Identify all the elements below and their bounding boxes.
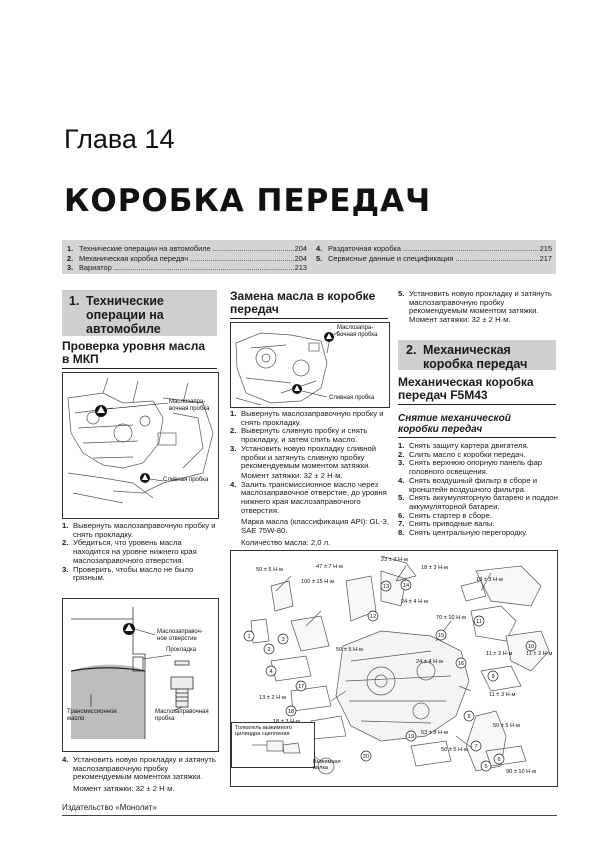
part-number-marker [494, 754, 504, 764]
divider [62, 368, 217, 369]
torque-label: 50 ± 5 Н·м [441, 747, 468, 753]
list-item: 3. Снять верхнюю опорную панель фар головного освещения. [398, 458, 543, 477]
label-filler-plug: Маслозапра- вочная пробка [169, 399, 210, 412]
part-number: 6 [497, 757, 501, 763]
part-number-marker [278, 634, 288, 644]
clutch-inset-sketch [232, 723, 314, 767]
list-item: 2. Слить масло с коробки передач. [398, 449, 526, 459]
figure-transmission-exploded [230, 550, 558, 787]
part-number-marker [244, 631, 254, 641]
label-drain-plug-2: Сливная пробка [329, 395, 375, 401]
label-transmission-oil: Трансмиссионное масло [67, 709, 117, 722]
list-item: 3. Установить новую прокладку сливной пробки и затянуть сливную пробку рекомендуемым моментом затяжки. [230, 443, 377, 471]
part-number: 4 [269, 669, 273, 675]
divider [398, 437, 556, 438]
label-filler-hole: Маслозаправоч- ное отверстие [157, 629, 203, 642]
part-number-marker [488, 671, 498, 681]
section-1-title: Технические [86, 294, 164, 308]
steps-removal-list [398, 442, 558, 538]
part-number: 17 [297, 684, 305, 690]
part-number: 20 [362, 754, 370, 760]
torque-label: 13 ± 2 Н·м [259, 695, 286, 701]
footer-rule [62, 815, 557, 816]
publisher: Издательство «Монолит» [62, 803, 157, 812]
part-number: 5 [484, 764, 488, 770]
torque-label: 50 ± 5 Н·м [493, 723, 520, 729]
list-item: 2. Убедиться, что уровень масла находится на уровне нижнего края маслозаправочного отверстия. [62, 538, 197, 565]
step-5-right: 5. Установить новую прокладку и затянуть маслозаправочную пробку рекомендуемым моментом затяжки. Момент затяжки: 32 ± 2 Н·м. [398, 290, 558, 325]
chapter-label: Глава 14 [64, 124, 175, 154]
section-1-box: 1. Технические операции на автомобиле [62, 290, 217, 336]
part-number: 7 [474, 744, 478, 750]
torque-note: Момент затяжки: 32 ± 2 Н·м. [409, 315, 511, 325]
divider [398, 404, 556, 405]
toc-item[interactable]: 2. Механическая коробка передач ..... 204 [67, 254, 307, 264]
part-number-marker [381, 581, 391, 591]
toc-item[interactable]: 4. Раздаточная коробка ..... 215 [316, 244, 552, 254]
torque-label: 18 ± 3 Н·м [421, 565, 448, 571]
torque-label: 50 ± 5 Н·м [256, 567, 283, 573]
steps-check-list [62, 522, 220, 583]
oil-brand-note: Марка масла (классификация API): GL-3, SAE 75W-80. [241, 517, 389, 536]
list-item: 4. Снять воздушный фильтр в сборе и кронштейн воздушного фильтра. [398, 475, 538, 494]
transmission-sketch-1 [63, 373, 218, 518]
label-filler-plug-3: Маслозапра- вочная пробка [337, 325, 378, 338]
list-item: 8. Снять центральную перегородку. [398, 528, 528, 538]
page-title: КОРОБКА ПЕРЕДАЧ [64, 183, 432, 219]
torque-label: 18 ± 3 Н·м [476, 577, 503, 583]
toc-item[interactable]: 3. Вариатор ..... 213 [67, 263, 307, 273]
label-clutch-pusher: Толкатель выжимного цилиндра сцепления [235, 725, 292, 738]
divider [230, 318, 388, 319]
list-item: 6. Снять стартер в сборе. [398, 510, 492, 520]
oil-level-sketch [63, 599, 218, 751]
part-number-marker [526, 641, 536, 651]
list-item: 1. Вывернуть маслозаправочную пробку и снять прокладку. [230, 409, 384, 427]
subsection-check-oil: Проверка уровня масла в МКП [62, 339, 206, 366]
torque-label: 47 ± 7 Н·м [316, 564, 343, 570]
torque-note: Момент затяжки: 32 ± 2 Н·м. [73, 784, 175, 794]
label-release-fork: Выжимная вилка [313, 759, 341, 772]
torque-label: 24 ± 4 Н·м [416, 659, 443, 665]
part-number: 1 [247, 634, 251, 640]
steps-change-list [230, 410, 390, 548]
part-number-marker [471, 741, 481, 751]
part-number: 2 [267, 647, 271, 653]
torque-note: Момент затяжки: 32 ± 2 Н·м. [241, 470, 343, 480]
label-gasket: Прокладка [166, 647, 197, 653]
part-number-marker [406, 731, 416, 741]
list-item: 5. Снять аккумуляторную батарею и поддон аккумуляторной батареи. [398, 493, 558, 511]
part-number: 11 [476, 619, 482, 625]
subsection-removal: Снятие механической коробки передач [398, 413, 511, 435]
subsection-f5m43: Механическая коробка передач F5M43 [398, 375, 534, 402]
part-number: 16 [457, 661, 465, 667]
part-number-marker [474, 616, 484, 626]
part-number: 3 [281, 637, 285, 643]
toc-item[interactable]: 5. Сервисные данные и спецификация ..... 217 [316, 254, 552, 264]
toc-right-column [316, 244, 552, 263]
part-number-marker [296, 681, 306, 691]
part-number: 8 [467, 714, 471, 720]
list-item: 1. Вывернуть маслозаправочную пробку и снять прокладку. [62, 521, 216, 539]
torque-label: 24 ± 4 Н·м [401, 599, 428, 605]
torque-label: 53 ± 8 Н·м [421, 730, 448, 736]
list-item: 2. Вывернуть сливную пробку и снять прокладку, и затем слить масло. [230, 426, 368, 445]
torque-label: 11 ± 3 Н·м [526, 651, 553, 657]
part-number-marker [464, 711, 474, 721]
part-number: 12 [369, 614, 377, 620]
torque-label: 23 ± 3 Н·м [381, 557, 408, 563]
table-of-contents [62, 240, 556, 274]
part-number: 19 [407, 734, 415, 740]
label-drain-plug: Сливная пробка [163, 477, 209, 483]
step-4-left: 4. Установить новую прокладку и затянуть маслозаправочную пробку рекомендуемым моментом затяжки. Момент затяжки: 32 ± 2 Н·м. [62, 756, 220, 794]
torque-label: 11 ± 3 Н·м [489, 692, 516, 698]
part-number: 10 [527, 644, 535, 650]
part-number-marker [264, 644, 274, 654]
part-number: 13 [382, 584, 390, 590]
part-number-marker [286, 706, 296, 716]
part-number: 9 [491, 674, 495, 680]
toc-left-column [67, 244, 307, 273]
list-item: 3. Проверить, чтобы масло не было грязным. [62, 564, 194, 583]
figure-oil-level [62, 598, 219, 752]
part-number-marker [436, 630, 446, 640]
label-filler-plug-2: Маслозаправочная пробка [155, 709, 209, 722]
torque-label: 70 ± 10 Н·м [436, 615, 466, 621]
part-number: 14 [402, 583, 410, 589]
figure-check-oil [62, 372, 219, 519]
section-2-title: Механическая [423, 343, 511, 357]
part-number-marker [401, 580, 411, 590]
torque-label: 11 ± 3 Н·м [486, 651, 513, 657]
part-number-marker [456, 658, 466, 668]
subsection-oil-change: Замена масла в коробке передач [230, 289, 376, 316]
part-number-marker [368, 611, 378, 621]
figure-oil-change [230, 322, 390, 408]
toc-item[interactable]: 1. Технические операции на автомобиле ..... 204 [67, 244, 307, 254]
part-number-marker [481, 761, 491, 771]
torque-label: 90 ± 10 Н·м [506, 769, 536, 775]
list-item: 1. Снять защиту картера двигателя. [398, 441, 529, 450]
list-item: 7. Снять приводные валы. [398, 519, 495, 529]
part-number: 15 [437, 633, 445, 639]
part-number: 18 [287, 709, 295, 715]
part-number-marker [361, 751, 371, 761]
torque-label: 50 ± 5 Н·м [336, 647, 363, 653]
oil-quantity-note: Количество масла: 2,0 л. [241, 537, 331, 547]
torque-label: 100 ± 15 Н·м [301, 579, 335, 585]
part-number-marker [266, 666, 276, 676]
clutch-inset [231, 722, 315, 768]
list-item: 4. Залить трансмиссионное масло через маслозаправочное отверстие, до уровня нижнего края маслозаправочного отверстия. [230, 479, 387, 515]
section-2-box: 2. Механическая коробка передач [398, 340, 556, 370]
